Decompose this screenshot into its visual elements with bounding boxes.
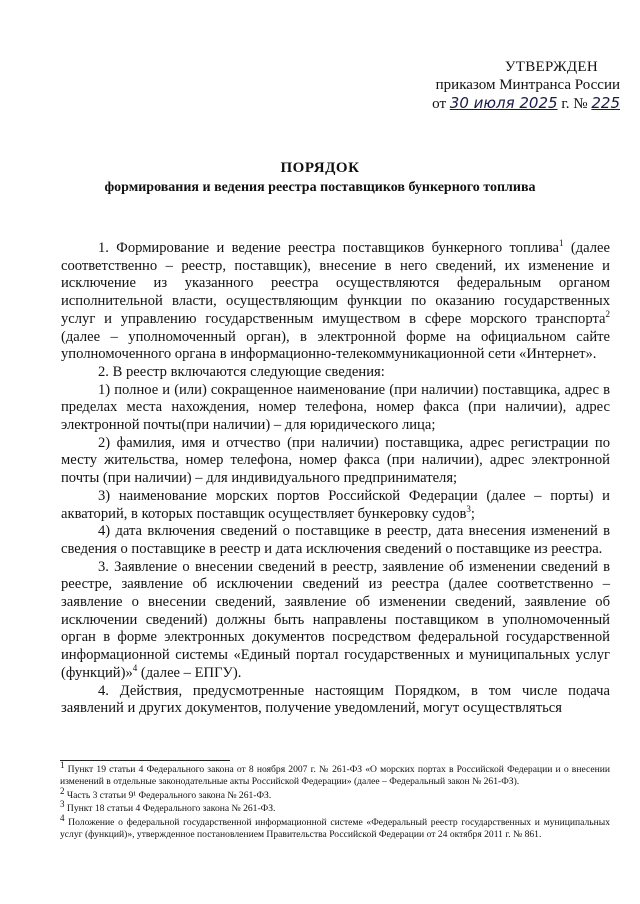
- footnote: $^4$ Положение о федеральной государственной информационной системе «Федеральный реестр государственных и муниципальных услуг (функций)», утвержденное постановлением Правительства Российской Федерации от 24 октября 2011 г. № 861.: [60, 813, 610, 840]
- paragraph: 4. Действия, предусмотренные настоящим Порядком, в том числе подача заявлений и других документов, получение уведомлений, могут осуществляться: [61, 682, 610, 717]
- footnote-ref: 3: [466, 503, 471, 514]
- paragraph: 3) наименование морских портов Российской Федерации (далее – порты) и акваторий, в которых поставщик осуществляет бункеровку судов$^3$;: [61, 487, 610, 522]
- document-title: ПОРЯДОК: [280, 160, 360, 176]
- footnote-ref: 1: [559, 238, 564, 249]
- approval-date: 30 июля 2025: [449, 94, 558, 112]
- approval-from-label: от: [432, 96, 447, 112]
- approval-date-line: [390, 94, 620, 113]
- footnote: $^1$ Пункт 19 статьи 4 Федерального закона от 8 ноября 2007 г. № 261-ФЗ «О морских портах в Российской Федерации и о внесении изменений в отдельные законодательные акты Российской Федерации» (далее – Федеральный закон № 261-ФЗ).: [60, 759, 610, 787]
- approval-number-label: г. №: [561, 96, 588, 112]
- approval-title: УТВЕРЖДЕН: [504, 59, 598, 75]
- paragraph: 3. Заявление о внесении сведений в реестр, заявление об изменении сведений в реестре, заявление об исключении сведений из реестра (далее соответственно – заявление о внесении сведений, заявление об изменении сведений, заявление об исключении сведений) должны быть направлены поставщиком в уполномоченный орган в форме электронных документов посредством федеральной государственной информационной системы «Единый портал государственных и муниципальных услуг (функций)»$^4$ (далее – ЕПГУ).: [61, 558, 610, 681]
- approval-block: [390, 58, 620, 113]
- paragraph: 2. В реестр включаются следующие сведения:: [98, 363, 385, 380]
- document-body: [61, 240, 610, 718]
- approval-order: приказом Минтранса России: [435, 77, 620, 93]
- footnote: $^2$ Часть 3 статьи 9¹ Федерального закона № 261-ФЗ.: [60, 785, 272, 801]
- paragraph: 1) полное и (или) сокращенное наименование (при наличии) поставщика, адрес в пределах места нахождения, номер телефона, номер факса (при наличии), адрес электронной почты(при наличии) – для юридического лица;: [61, 381, 610, 434]
- footnotes: [60, 759, 610, 843]
- footnote-ref: 4: [132, 663, 138, 674]
- paragraph: 4) дата включения сведений о поставщике в реестр, дата внесения изменений в сведения о поставщике в реестр и дата исключения сведений о поставщике из реестра.: [61, 523, 610, 557]
- footnote-ref: 2: [605, 308, 610, 319]
- document-subtitle: формирования и ведения реестра поставщиков бункерного топлива: [104, 180, 536, 195]
- footnote: $^3$ Пункт 18 статьи 4 Федерального закона № 261-ФЗ.: [60, 799, 276, 815]
- footnote-divider: [60, 760, 230, 761]
- paragraph: 1. Формирование и ведение реестра поставщиков бункерного топлива$^1$ (далее соответственно – реестр, поставщик), внесение в него сведений, их изменение и исключение из указанного реестра осуществляются федеральным органом исполнительной власти, осуществляющим функции по оказанию государственных услуг и управлению государственным имуществом в сфере морского транспорта$^2$ (далее – уполномоченный орган), в электронной форме на официальном сайте уполномоченного органа в информационно-телекоммуникационной сети «Интернет».: [61, 238, 611, 363]
- approval-number: 225: [591, 94, 620, 112]
- paragraph: 2) фамилия, имя и отчество (при наличии) поставщика, адрес регистрации по месту жительства, номер телефона, номер факса (при наличии), адрес электронной почты (при наличии) – для индивидуального предпринимателя;: [61, 434, 610, 487]
